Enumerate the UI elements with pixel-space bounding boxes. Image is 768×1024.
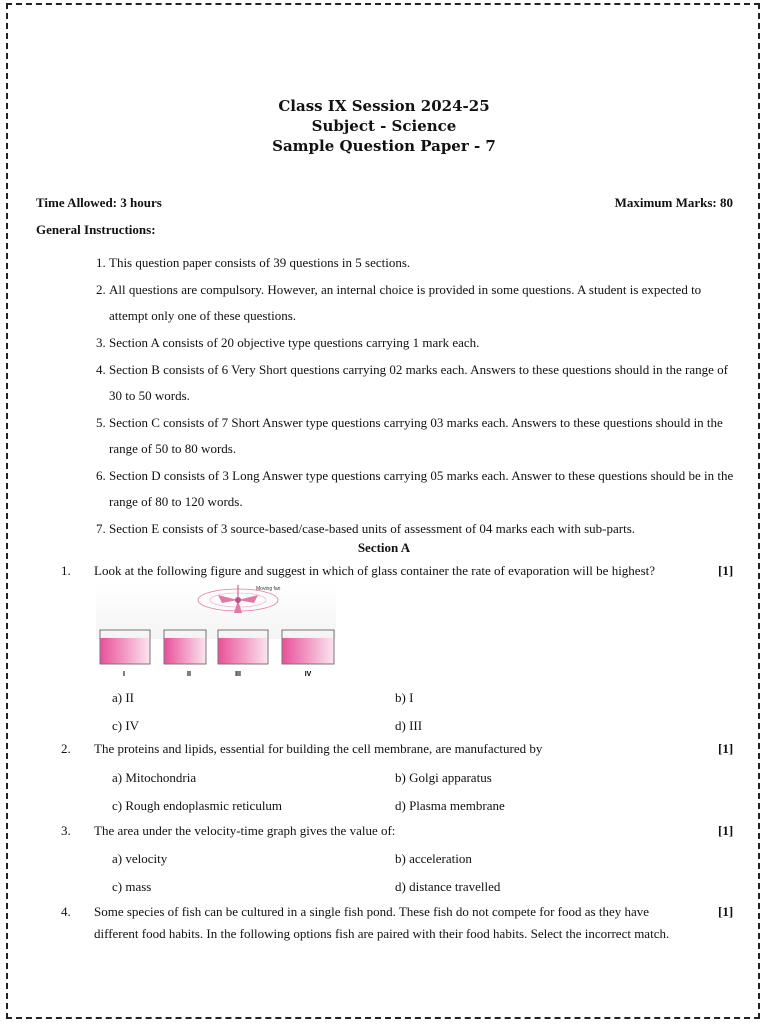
maximum-marks: Maximum Marks: 80: [614, 195, 733, 210]
instruction-item: 6. Section D consists of 3 Long Answer type questions carrying 05 marks each. Answer to these questions should be in the range of 80 to 120 words.: [96, 468, 734, 509]
q2-option-a: a) Mitochondria: [112, 770, 197, 785]
q2-option-b: b) Golgi apparatus: [395, 770, 492, 785]
time-allowed: Time Allowed: 3 hours: [36, 195, 162, 210]
q3-option-c: c) mass: [112, 879, 152, 894]
q1-option-d: d) III: [395, 718, 423, 733]
instruction-item: 3. Section A consists of 20 objective type questions carrying 1 mark each.: [96, 335, 480, 350]
paper-title: Sample Question Paper - 7: [272, 137, 496, 155]
q3-option-d: d) distance travelled: [395, 879, 501, 894]
instruction-item: 4. Section B consists of 6 Very Short questions carrying 02 marks each. Answers to these questions should in the range of 30 to 50 words.: [96, 362, 728, 403]
class-session-title: Class IX Session 2024-25: [278, 97, 490, 115]
instruction-item: 2. All questions are compulsory. However, an internal choice is provided in some questions. A student is expected to attempt only one of these questions.: [96, 282, 702, 323]
q1-option-a: a) II: [112, 690, 135, 705]
instruction-item: 1. This question paper consists of 39 questions in 5 sections.: [96, 255, 411, 270]
instruction-item: 7. Section E consists of 3 source-based/case-based units of assessment of 04 marks each with sub-parts.: [96, 521, 636, 536]
general-instructions-heading: General Instructions:: [36, 222, 156, 237]
q1-option-c: c) IV: [112, 718, 140, 733]
glass-label: III: [235, 671, 241, 678]
glass-label: IV: [304, 671, 312, 678]
instruction-item: 5. Section C consists of 7 Short Answer type questions carrying 03 marks each. Answers to these questions should in the range of 50 to 80 words.: [96, 415, 723, 456]
instructions-list: [96, 250, 736, 543]
paper-header: [0, 96, 768, 156]
q1-option-b: b) I: [395, 690, 414, 705]
q2-option-d: d) Plasma membrane: [395, 798, 505, 813]
evaporation-figure: [96, 583, 336, 681]
q3-option-b: b) acceleration: [395, 851, 472, 866]
section-a-heading: Section A: [357, 540, 411, 555]
fan-label: Moving fan: [256, 586, 281, 592]
glass-label: I: [123, 671, 125, 678]
glass-label: II: [187, 671, 191, 678]
q3-option-a: a) velocity: [112, 851, 168, 866]
q2-option-c: c) Rough endoplasmic reticulum: [112, 798, 283, 813]
subject-title: Subject - Science: [311, 117, 457, 135]
